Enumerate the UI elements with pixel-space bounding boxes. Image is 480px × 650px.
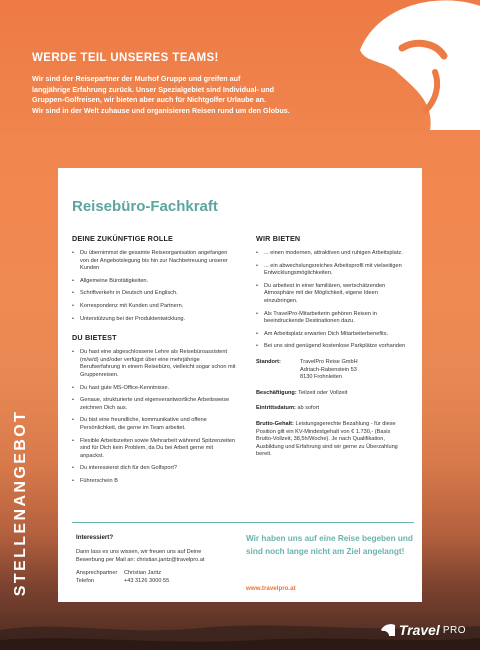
list-item: • ... ein abwechslungsreiches Arbeitsprofil mit vielseitigen Entwicklungsmöglichkeiten. bbox=[256, 263, 406, 278]
location-label: Standort: bbox=[256, 358, 281, 365]
list-item: • Du hast eine abgeschlossene Lehre als Reisebüroassistent (m/w/d) und/oder verfügst über eine mehrjährige Berufserfahrung in einem Reisebüro, vielleicht sogar schon mit Gruppenreisen. bbox=[72, 349, 237, 379]
employment-row bbox=[256, 390, 406, 398]
contact-block bbox=[76, 534, 226, 585]
job-card bbox=[58, 168, 422, 602]
role-heading: DEINE ZUKÜNFTIGE ROLLE bbox=[72, 234, 174, 243]
start-label: Eintrittsdatum: bbox=[256, 405, 296, 412]
contact-person-value: Christian Jaritz bbox=[124, 570, 161, 577]
list-item: • Unterstützung bei der Produktentwicklung. bbox=[72, 316, 237, 324]
start-value: ab sofort bbox=[297, 405, 320, 412]
hero-title: WERDE TEIL UNSERES TEAMS! bbox=[32, 52, 219, 64]
contact-phone-label: Telefon bbox=[76, 577, 95, 584]
offer-list bbox=[256, 250, 406, 351]
hero-line: Wir sind in der Welt zuhause und organisieren Reisen rund um den Globus. bbox=[32, 105, 290, 115]
contact-phone-value[interactable]: +43 3126 3000 55 bbox=[124, 577, 170, 584]
list-item: • Du hast gute MS-Office-Kenntnisse. bbox=[72, 385, 237, 393]
brand-suffix: PRO bbox=[442, 624, 466, 636]
list-item: • Du arbeitest in einer familiären, wertschätzenden Atmosphäre mit der Möglichkeit, eigene Ideen einzubringen. bbox=[256, 283, 406, 306]
location-line: TravelPro Reise GmbH bbox=[300, 358, 358, 365]
divider bbox=[72, 522, 414, 523]
sunset-silhouette bbox=[0, 590, 480, 650]
side-label bbox=[6, 395, 36, 610]
list-item: • Allgemeine Bürotätigkeiten. bbox=[72, 278, 237, 286]
website-link[interactable]: www.travelpro.at bbox=[246, 585, 296, 592]
brand-logo bbox=[380, 622, 466, 638]
list-item: • Genaue, strukturierte und eigenverantwortliche Arbeitsweise zeichnen Dich aus. bbox=[72, 397, 237, 412]
side-label-text: STELLENANGEBOT bbox=[12, 409, 29, 596]
brand-icon bbox=[380, 623, 396, 637]
list-item: • Du übernimmst die gesamte Reiseorganisation angefangen von der Angebotslegung bis hin zur Nachbetreuung unserer Kunden bbox=[72, 250, 237, 273]
location-line: 8130 Frohnleiten bbox=[300, 374, 342, 381]
list-item: • ... einen modernen, attraktiven und ruhigen Arbeitsplatz. bbox=[256, 250, 406, 258]
list-item: • Als TravelPro-Mitarbeiterin gehören Reisen in beeindruckende Destinationen dazu. bbox=[256, 311, 406, 326]
location-value bbox=[300, 359, 358, 382]
hero-line: Wir sind der Reisepartner der Murhof Gruppe und greifen auf bbox=[32, 74, 241, 83]
right-column bbox=[256, 234, 406, 467]
list-item: • Bei uns sind genügend kostenlose Parkplätze vorhanden bbox=[256, 343, 406, 351]
salary-value: Leistungsgerechte Bezahlung - für diese Position gilt ein KV-Mindestgehalt von € 1.730,- (Basis Brutto-Vollzeit, 38,5h/Woche). Je nach Qualifikation, Ausbildung und Erfahrung sind wir gerne zu Überzahlung bereit. bbox=[256, 420, 398, 458]
employment-label: Beschäftigung: bbox=[256, 389, 297, 396]
profile-list bbox=[72, 349, 237, 485]
contact-title: Interessiert? bbox=[76, 534, 114, 541]
salary-label: Brutto-Gehalt: bbox=[256, 420, 294, 427]
hero-line: Gruppen-Golfreisen, wir bieten aber auch für Nichtgolfer Urlaube an. bbox=[32, 95, 267, 104]
profile-heading: DU BIETEST bbox=[72, 333, 117, 343]
hero-section bbox=[32, 52, 460, 116]
hero-line: langjährige Erfahrung zurück. Unser Spezialgebiet sind Individual- und bbox=[32, 84, 275, 94]
list-item: • Schriftverkehr in Deutsch und Englisch. bbox=[72, 290, 237, 298]
list-item: • Am Arbeitsplatz erwarten Dich Mitarbeiterbenefits. bbox=[256, 331, 406, 339]
brand-name: Travel bbox=[398, 622, 440, 638]
employment-value: Teilzeit oder Vollzeit bbox=[298, 389, 348, 396]
contact-details bbox=[76, 570, 226, 585]
offer-heading: WIR BIETEN bbox=[256, 234, 301, 243]
location-row bbox=[256, 359, 406, 382]
list-item: • Korrespondenz mit Kunden und Partnern. bbox=[72, 303, 237, 311]
left-column bbox=[72, 234, 237, 490]
list-item: • Du bist eine freundliche, kommunikative und offene Persönlichkeit, die gerne im Team arbeitet. bbox=[72, 417, 237, 432]
list-item: • Du interessierst dich für den Golfsport? bbox=[72, 465, 237, 473]
role-list bbox=[72, 250, 237, 323]
salary-row bbox=[256, 421, 406, 459]
list-item: • Flexible Arbeitszeiten sowie Mehrarbeit während Spitzenzeiten sind für Dich kein Problem, da Du bei Arbeit gerne mit anpackst. bbox=[72, 438, 237, 461]
contact-person-label: Ansprechpartner bbox=[76, 570, 118, 577]
start-row bbox=[256, 405, 406, 413]
contact-text[interactable]: Dann lass es uns wissen, wir freuen uns auf Deine Bewerbung per Mail an: christian.jaritz@travelpro.at bbox=[76, 549, 205, 563]
list-item: • Führerschein B bbox=[72, 478, 237, 486]
location-line: Adriach-Rabenstein 53 bbox=[300, 366, 357, 373]
slogan: Wir haben uns auf eine Reise begeben und sind noch lange nicht am Ziel angelangt! bbox=[246, 534, 413, 556]
job-title: Reisebüro-Fachkraft bbox=[72, 198, 218, 215]
